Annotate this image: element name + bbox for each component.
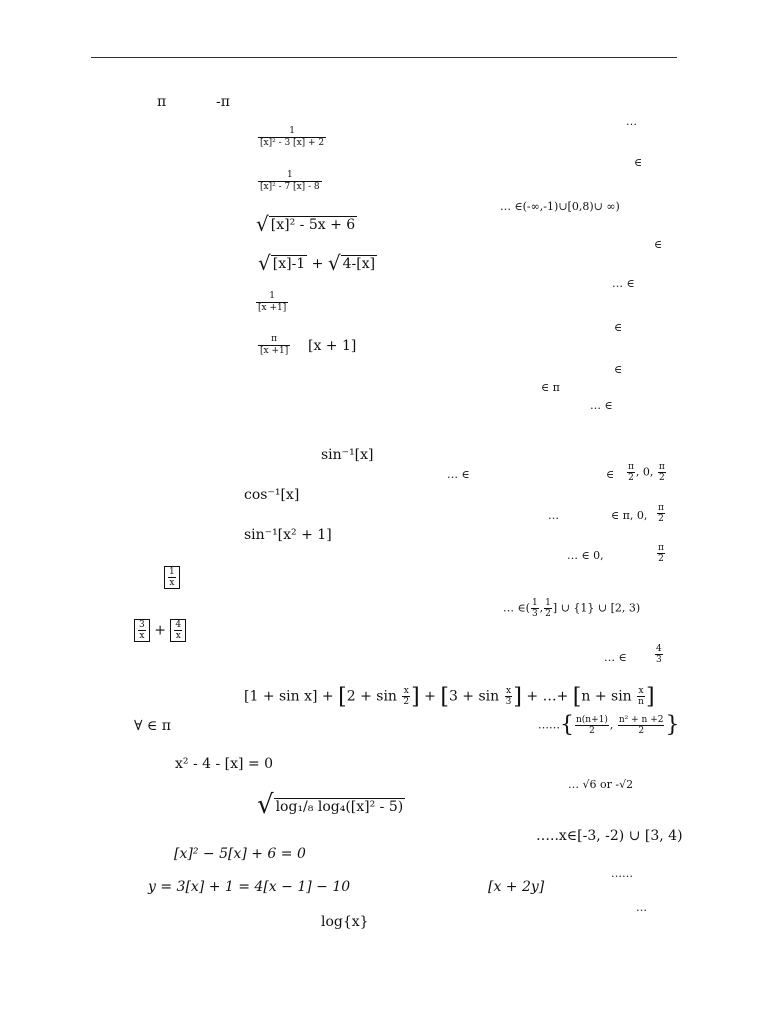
answer-11: … ∈( $\frac{1}{3}$ , $\frac{1}{2}$ ] ∪ {1} ∪ [2, 3): [503, 598, 641, 619]
fraction-1-num: 1: [289, 126, 295, 136]
answer-13: ……{ $\frac{n(n+1)}{2}$ , $\frac{\text{n² + n +2}}{2}$ }: [538, 712, 680, 738]
fraction-1-den: [x]² - 3 [x] + 2: [260, 138, 325, 148]
element-of-5: ∈: [614, 321, 623, 334]
arccos-floor-x: cos⁻¹[x]: [244, 487, 300, 503]
element-of-3: ∈: [654, 238, 663, 251]
answer-8a: … ∈: [447, 468, 470, 481]
answer-17: …: [636, 901, 647, 914]
sqrt-expression-3: √ [x]² - 5x + 6: [256, 212, 356, 236]
floor-sum-12: $\frac{3}{x}$ + $\frac{4}{x}$: [134, 619, 186, 642]
sqrt-4a-radicand: [x]-1: [272, 256, 306, 272]
fraction-5-den: [x +1]: [258, 303, 287, 313]
sqrt-3-radicand: [x]² - 5x + 6: [270, 217, 356, 233]
answer-2: … ∈(-∞,-1)∪[0,8)∪ ∞): [500, 200, 620, 213]
fraction-6-den: [x +1]: [260, 346, 289, 356]
answer-16: ……: [611, 867, 633, 880]
equation-17b: [x + 2y]: [488, 879, 545, 895]
answer-14: … √6 or -√2: [568, 778, 634, 791]
equation-14: x² - 4 - [x] = 0: [175, 756, 274, 772]
answer-10: … ∈ 0,: [567, 549, 604, 562]
sqrt-expression-4: √ [x]-1 + √ 4-[x]: [258, 251, 376, 275]
answer-8b: ∈: [606, 468, 615, 481]
log-floor-x: log{x}: [321, 914, 369, 930]
arcsin-floor-x: sin⁻¹[x]: [321, 447, 374, 463]
answer-9a: …: [548, 509, 559, 522]
fraction-6: [258, 334, 290, 357]
log-15-radicand: log₁/₈ log₄([x]² - 5): [275, 799, 404, 815]
answer-12: … ∈: [604, 651, 627, 664]
header-rule: [91, 57, 677, 58]
equation-17: y = 3[x] + 1 = 4[x − 1] − 10: [148, 879, 351, 895]
plus-4: +: [311, 256, 324, 272]
element-of-6: ∈: [614, 363, 623, 376]
answer-10-frac: $\frac{\pi}{2}$: [658, 543, 664, 564]
for-all-line: ∀ ∈ π: [134, 718, 171, 734]
fraction-5-num: 1: [269, 291, 275, 301]
arcsin-floor-x2-plus-1: sin⁻¹[x² + 1]: [244, 527, 332, 543]
answer-9-frac: $\frac{\pi}{2}$: [658, 503, 664, 524]
sqrt-4b-radicand: 4-[x]: [342, 256, 376, 272]
element-of-1: ∈: [634, 156, 643, 169]
element-of-pi: ∈ π: [541, 381, 560, 394]
answer-dots-1: …: [626, 115, 637, 128]
sqrt-log-15: √ log₁/₈ log₄([x]² - 5): [257, 790, 404, 820]
fraction-2-den: [x]² - 7 [x] - 8: [260, 182, 320, 192]
fraction-1: [258, 126, 326, 149]
answer-7: … ∈: [590, 399, 613, 412]
answer-15: …..x∈[-3, -2) ∪ [3, 4): [536, 828, 683, 844]
answer-4: … ∈: [612, 277, 635, 290]
pi-symbol: π: [157, 94, 167, 110]
floor-one-over-x: $\frac{1}{x}$: [164, 566, 180, 589]
answer-9b: ∈ π, 0,: [611, 509, 648, 522]
fraction-2: [258, 170, 322, 193]
equation-16: [x]² − 5[x] + 6 = 0: [174, 846, 306, 862]
neg-pi-symbol: -π: [216, 94, 230, 110]
series-sum: [1 + sin x] + [2 + sin $\frac{x}{2}$ ] + [3 + sin $\frac{x}{3}$ ] + …+ [n + sin $\frac{x}{n}$ ]: [244, 684, 655, 710]
fraction-2-num: 1: [286, 170, 293, 180]
fraction-6-num: π: [271, 334, 278, 344]
floor-x-plus-1: [x + 1]: [308, 338, 357, 354]
answer-8-range: $\frac{\pi}{2}$ , 0, $\frac{\pi}{2}$: [628, 462, 665, 483]
fraction-5: [256, 291, 288, 314]
answer-12-frac: $\frac{4}{3}$: [656, 644, 662, 665]
